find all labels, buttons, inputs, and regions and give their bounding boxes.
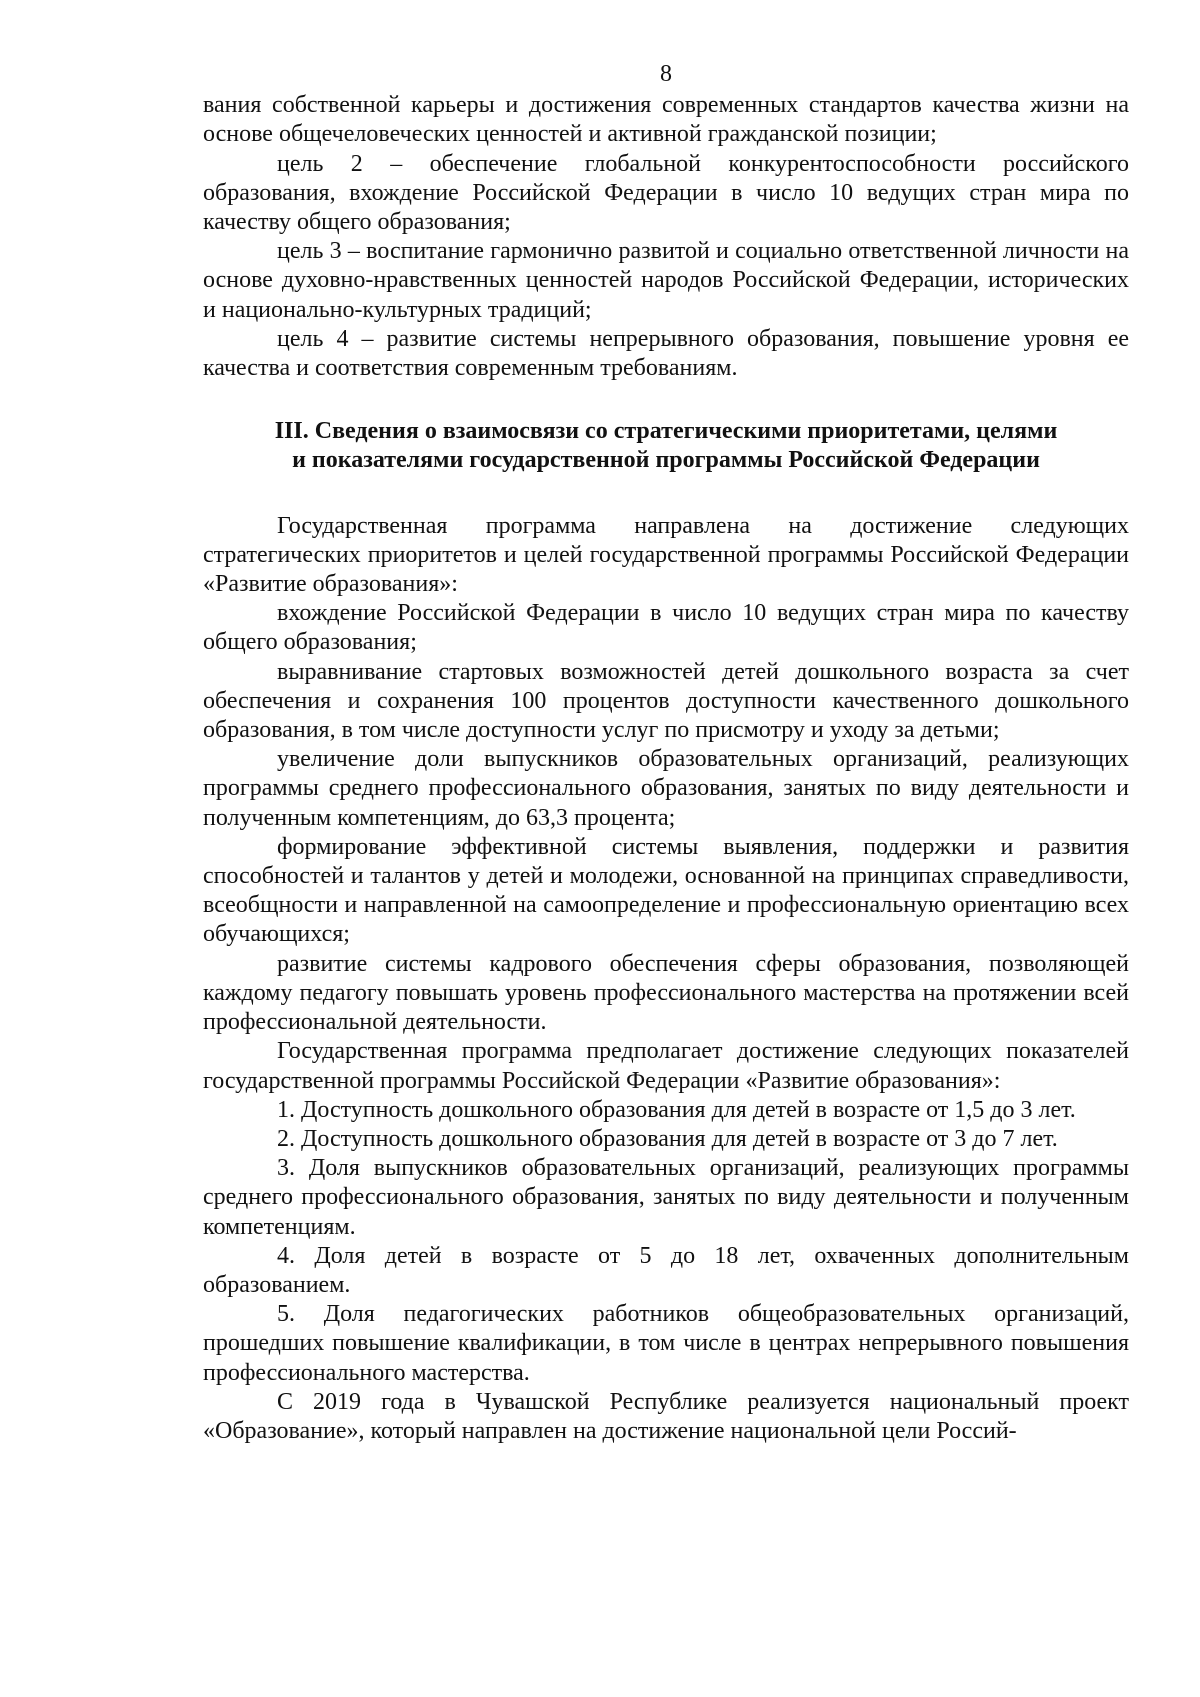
paragraph-indicator-1: 1. Доступность дошкольного образования для детей в возрасте от 1,5 до 3 лет. [277, 1096, 1076, 1123]
paragraph-indicator-3: 3. Доля выпускников образовательных организаций, реализующих программы среднего профессионального образования, занятых по виду деятельности и полученным компетенциям. [203, 1155, 1129, 1240]
section-heading-line-2: и показателями государственной программы Российской Федерации [292, 447, 1040, 474]
paragraph-indicator-5: 5. Доля педагогических работников общеобразовательных организаций, прошедших повышение квалификации, в том числе в центрах непрерывного повышения профессионального мастерства. [203, 1301, 1129, 1386]
paragraph-indicators-intro: Государственная программа предполагает достижение следующих показателей государственной программы Российской Федерации «Развитие образования»: [203, 1038, 1129, 1094]
paragraph-national-project: С 2019 года в Чувашской Республике реализуется национальный проект «Образование», который направлен на достижение национальной цели Россий- [203, 1388, 1129, 1444]
page-number: 8 [660, 61, 672, 87]
section-heading [203, 417, 1129, 475]
paragraph-priority-4: формирование эффективной системы выявления, поддержки и развития способностей и талантов у детей и молодежи, основанной на принципах справедливости, всеобщности и направленной на самоопределение и профессиональную ориентацию всех обучающихся; [203, 833, 1129, 948]
paragraph-indicator-2: 2. Доступность дошкольного образования для детей в возрасте от 3 до 7 лет. [277, 1125, 1058, 1152]
paragraph-goal-2: цель 2 – обеспечение глобальной конкурентоспособности российского образования, вхождение Российской Федерации в число 10 ведущих стран мира по качеству общего образования; [203, 150, 1129, 236]
paragraph-goal-3: цель 3 – воспитание гармонично развитой и социально ответственной личности на основе духовно-нравственных ценностей народов Российской Федерации, исторических и национально-культурных традиций; [203, 238, 1129, 323]
paragraph-priority-1: вхождение Российской Федерации в число 10 ведущих стран мира по качеству общего образования; [203, 600, 1129, 656]
paragraph-indicator-4: 4. Доля детей в возрасте от 5 до 18 лет, охваченных дополнительным образованием. [203, 1242, 1129, 1298]
paragraph-priority-2: выравнивание стартовых возможностей детей дошкольного возраста за счет обеспечения и сохранения 100 процентов доступности качественного дошкольного образования, в том числе доступности услуг по присмотру и уходу за детьми; [203, 658, 1129, 744]
paragraph-priority-3: увеличение доли выпускников образовательных организаций, реализующих программы среднего профессионального образования, занятых по виду деятельности и полученным компетенциям, до 63,3 процента; [203, 746, 1129, 831]
paragraph-goal-4: цель 4 – развитие системы непрерывного образования, повышение уровня ее качества и соответствия современным требованиям. [203, 325, 1129, 382]
document-page [203, 60, 1129, 1446]
paragraph-program-aims: Государственная программа направлена на достижение следующих стратегических приоритетов и целей государственной программы Российской Федерации «Развитие образования»: [203, 512, 1129, 598]
section-heading-line-1: III. Сведения о взаимосвязи со стратегическими приоритетами, целями [274, 418, 1058, 445]
paragraph-priority-5: развитие системы кадрового обеспечения сферы образования, позволяющей каждому педагогу повышать уровень профессионального мастерства на протяжении всей профессиональной деятельности. [203, 950, 1129, 1036]
paragraph-continuation: вания собственной карьеры и достижения современных стандартов качества жизни на основе общечеловеческих ценностей и активной гражданской позиции; [203, 92, 1129, 148]
